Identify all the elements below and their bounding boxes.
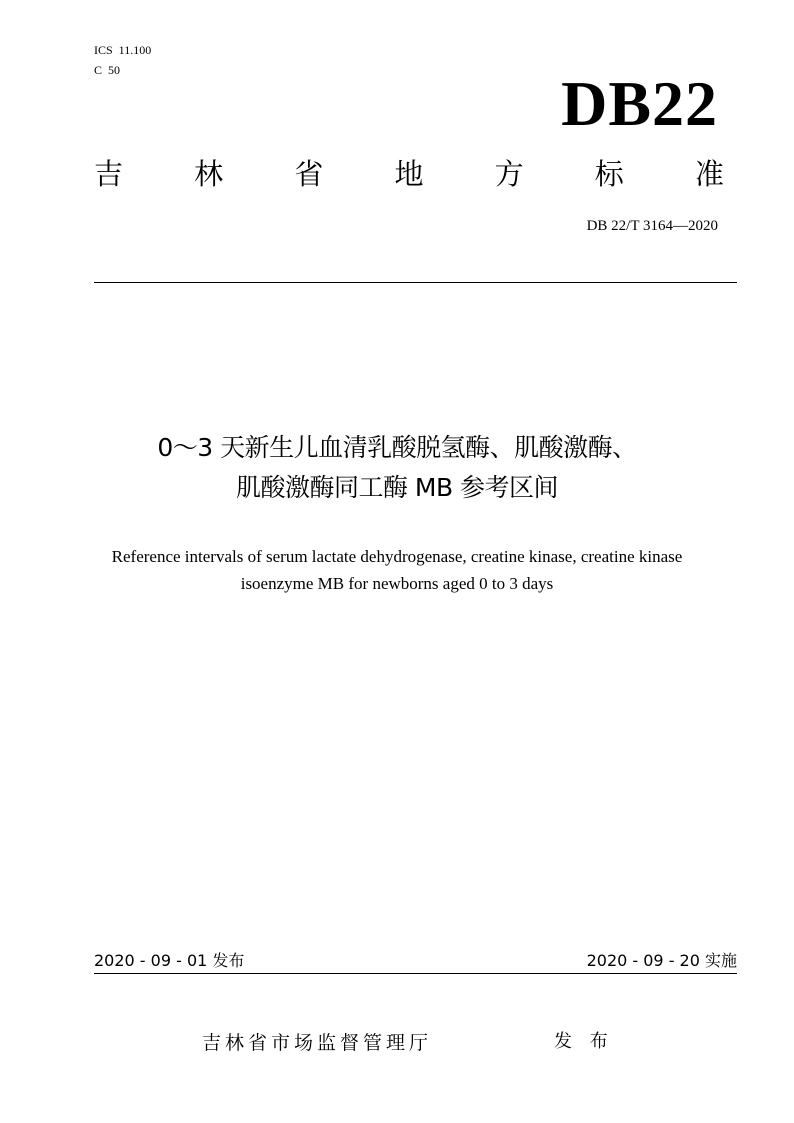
classification-codes xyxy=(94,40,151,80)
standard-number: DB 22/T 3164—2020 xyxy=(586,218,718,234)
standard-type-char: 地 xyxy=(394,157,424,191)
standard-type-char: 省 xyxy=(294,157,324,191)
standard-type-char: 方 xyxy=(494,157,524,191)
standard-type-char: 林 xyxy=(194,157,224,191)
publish-date: 2020 - 09 - 01 发布 xyxy=(94,951,245,970)
dates-row xyxy=(94,950,737,974)
issue-label: 发 布 xyxy=(554,1031,614,1052)
title-english-line1: Reference intervals of serum lactate dehydrogenase, creatine kinase, creatine kinase xyxy=(111,547,683,566)
implement-date: 2020 - 09 - 20 实施 xyxy=(586,951,737,970)
title-chinese-line1: 0～3 天新生儿血清乳酸脱氢酶、肌酸激酶、 xyxy=(157,433,637,462)
standard-type-char: 吉 xyxy=(94,157,124,191)
title-english xyxy=(0,543,794,597)
standard-code: DB22 xyxy=(561,68,718,139)
standard-type-char: 标 xyxy=(594,157,624,191)
title-chinese xyxy=(0,428,794,508)
title-chinese-line2: 肌酸激酶同工酶 MB 参考区间 xyxy=(235,473,559,502)
title-english-line2: isoenzyme MB for newborns aged 0 to 3 days xyxy=(240,574,554,593)
standard-type-char: 准 xyxy=(694,157,724,191)
standard-type-heading xyxy=(94,157,724,191)
issuing-authority: 吉林省市场监督管理厅 xyxy=(202,1032,433,1054)
header-divider xyxy=(94,282,737,283)
ccs-code: C 50 xyxy=(94,63,121,77)
ics-code: ICS 11.100 xyxy=(94,43,152,57)
